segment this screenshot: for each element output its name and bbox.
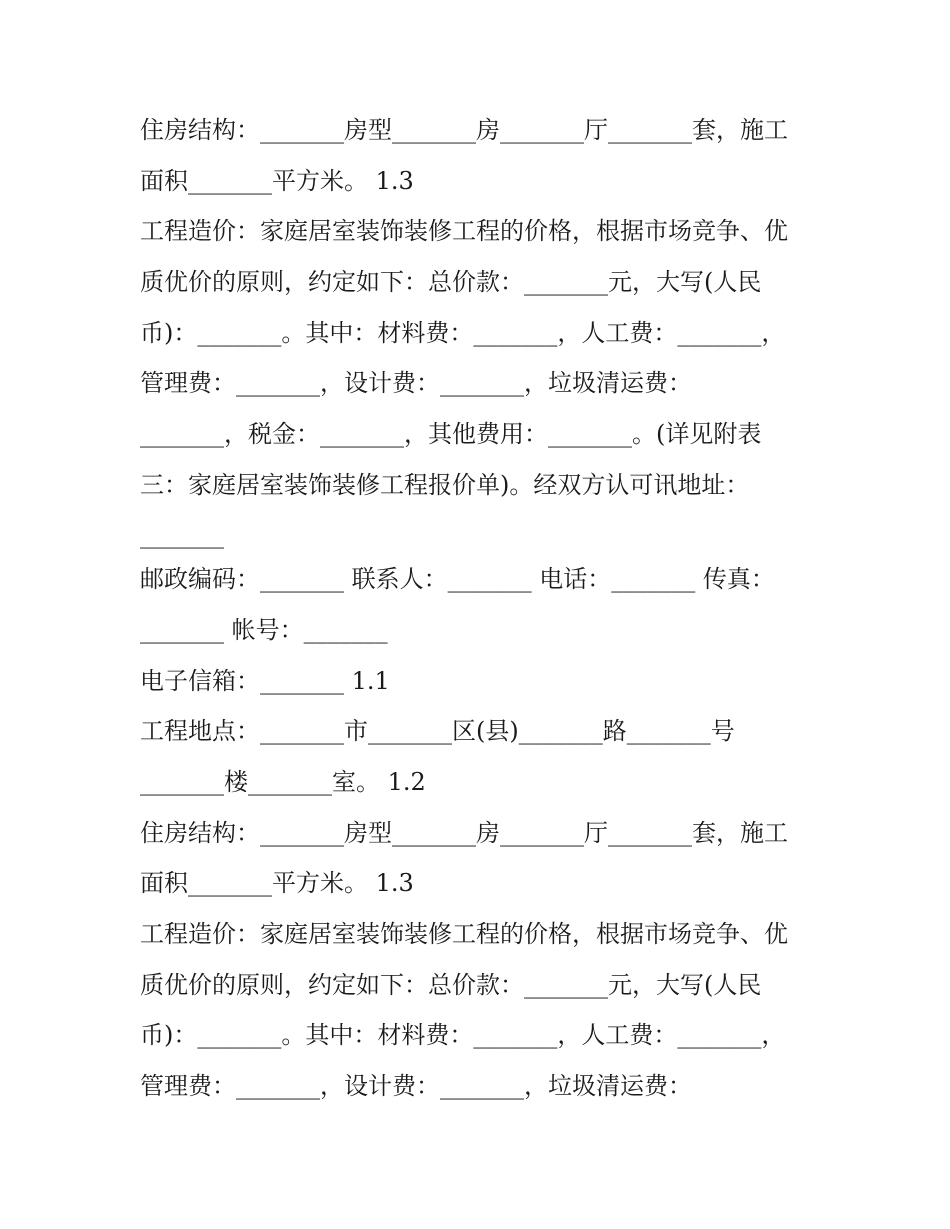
text-line: 工程造价：家庭居室装饰装修工程的价格，根据市场竞争、优 xyxy=(140,217,788,245)
text-line: 面积_______平方米。 1.3 xyxy=(140,869,414,897)
text-line: 电子信箱：_______ 1.1 xyxy=(140,667,390,695)
text-line: 住房结构：_______房型_______房_______厅_______套，施工 xyxy=(140,819,788,847)
text-line: 邮政编码：_______ 联系人：_______ 电话：_______ 传真： xyxy=(140,565,775,593)
text-line: 质优价的原则，约定如下：总价款：_______元，大写(人民 xyxy=(140,268,762,296)
text-line: _______楼_______室。 1.2 xyxy=(140,768,426,796)
text-line: _______ xyxy=(140,521,224,549)
text-line: 管理费：_______，设计费：_______，垃圾清运费： xyxy=(140,369,692,397)
text-line: 质优价的原则，约定如下：总价款：_______元，大写(人民 xyxy=(140,971,762,999)
text-line: 工程地点：_______市_______区(县)_______路_______号 xyxy=(140,717,735,745)
text-line: 币)：_______。其中：材料费：_______，人工费：_______， xyxy=(140,319,786,347)
text-line: 币)：_______。其中：材料费：_______，人工费：_______， xyxy=(140,1021,786,1049)
text-line: 工程造价：家庭居室装饰装修工程的价格，根据市场竞争、优 xyxy=(140,920,788,948)
text-line: 三：家庭居室装饰装修工程报价单)。经双方认可讯地址： xyxy=(140,471,750,499)
text-line: 住房结构：_______房型_______房_______厅_______套，施工 xyxy=(140,116,788,144)
text-line: 管理费：_______，设计费：_______，垃圾清运费： xyxy=(140,1072,692,1100)
text-line: 面积_______平方米。 1.3 xyxy=(140,167,414,195)
text-line: _______ 帐号：_______ xyxy=(140,616,388,644)
text-line: _______，税金：_______，其他费用：_______。(详见附表 xyxy=(140,420,762,448)
